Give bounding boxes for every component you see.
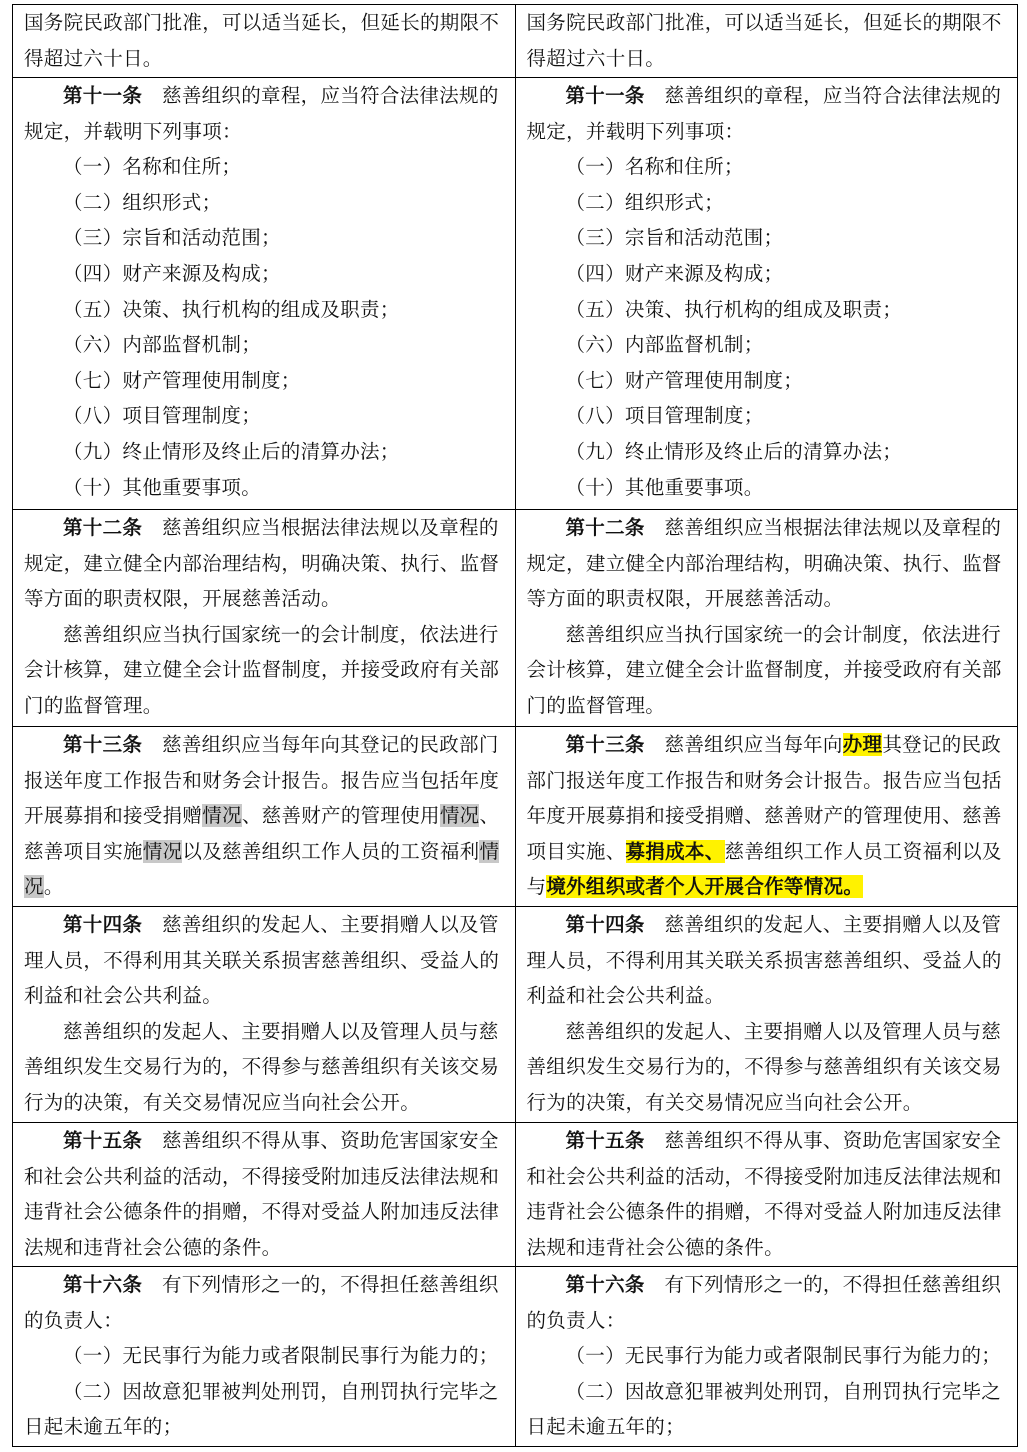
text-segment: 慈善组织应当每年向 — [664, 733, 843, 756]
table-row — [13, 78, 1018, 510]
list-item: （七）财产管理使用制度； — [63, 368, 301, 392]
article-text: 有下列情形之一的，不得担任慈善组织的负责人： — [24, 1273, 499, 1332]
list-item: （三）宗旨和活动范围； — [63, 226, 281, 250]
list-item: （九）终止情形及终止后的清算办法； — [565, 439, 903, 463]
article-paragraph — [24, 1267, 505, 1338]
left-cell — [13, 727, 516, 907]
list-item: （八）项目管理制度； — [63, 404, 262, 428]
list-item: （一）无民事行为能力或者限制民事行为能力的； — [565, 1344, 1002, 1368]
law-comparison-table — [12, 4, 1018, 1447]
gray-highlight: 情况 — [142, 839, 183, 863]
text-segment: 慈善组织工作人员工资福利以及与 — [526, 839, 1002, 899]
list-item: （二）因故意犯罪被判处刑罚，自刑罚执行完毕之日起未逾五年的； — [24, 1379, 499, 1439]
list-item: （十）其他重要事项。 — [63, 475, 262, 499]
table-row — [13, 727, 1018, 907]
right-cell — [515, 1123, 1018, 1267]
paragraph: 慈善组织的发起人、主要捐赠人以及管理人员与慈善组织发生交易行为的，不得参与慈善组织有关该交易行为的决策，有关交易情况应当向社会公开。 — [24, 1019, 500, 1114]
left-cell — [13, 5, 516, 78]
right-cell — [515, 5, 1018, 78]
article-paragraph — [24, 1123, 505, 1265]
text-segment: 、慈善财产的管理使用 — [241, 804, 440, 828]
list-item: （五）决策、执行机构的组成及职责； — [63, 297, 400, 321]
text-segment: 以及慈善组织工作人员的工资福利 — [182, 839, 480, 863]
article-title: 第十六条 — [565, 1273, 645, 1296]
gray-highlight: 情况 — [24, 839, 500, 899]
list-item: （七）财产管理使用制度； — [565, 368, 804, 392]
article-paragraph — [527, 510, 1008, 617]
yellow-highlight: 境外组织或者个人开展合作等情况。 — [546, 875, 864, 899]
article-title: 第十四条 — [565, 913, 645, 936]
list-item: （五）决策、执行机构的组成及职责； — [565, 297, 903, 321]
article-paragraph — [527, 78, 1008, 149]
list-item: （二）组织形式； — [63, 190, 222, 214]
article-text: 慈善组织应当根据法律法规以及章程的规定，建立健全内部治理结构，明确决策、执行、监督等方面的职责权限，开展慈善活动。 — [526, 516, 1002, 611]
article-text: 慈善组织的章程，应当符合法律法规的规定，并载明下列事项： — [24, 84, 499, 143]
article-text: 慈善组织不得从事、资助危害国家安全和社会公共利益的活动，不得接受附加违反法律法规和违背社会公德条件的捐赠，不得对受益人附加违反法律法规和违背社会公德的条件。 — [526, 1129, 1002, 1259]
article-title: 第十三条 — [565, 733, 645, 756]
list-item: （十）其他重要事项。 — [565, 475, 764, 499]
right-cell — [515, 727, 1018, 907]
left-cell — [13, 78, 516, 510]
gray-highlight: 情况 — [202, 804, 242, 828]
list-item: （八）项目管理制度； — [565, 404, 764, 428]
article-text: 慈善组织的发起人、主要捐赠人以及管理人员，不得利用其关联关系损害慈善组织、受益人的利益和社会公共利益。 — [24, 913, 500, 1008]
article-text: 慈善组织不得从事、资助危害国家安全和社会公共利益的活动，不得接受附加违反法律法规和违背社会公德条件的捐赠，不得对受益人附加违反法律法规和违背社会公德的条件。 — [24, 1129, 500, 1259]
article-text: 慈善组织的章程，应当符合法律法规的规定，并载明下列事项： — [526, 84, 1002, 143]
article-paragraph — [527, 907, 1008, 1014]
table-row — [13, 907, 1018, 1123]
text-segment: 其登记的民政部门报送年度工作报告和财务会计报告。报告应当包括年度开展募捐和接受捐赠、慈善财产的管理使用、慈善项目实施、 — [526, 733, 1002, 863]
article-paragraph — [527, 727, 1008, 905]
right-cell — [515, 78, 1018, 510]
text-segment: 慈善组织应当每年向其登记的民政部门报送年度工作报告和财务会计报告。报告应当包括年度开展募捐和接受捐赠 — [24, 733, 500, 828]
article-paragraph — [24, 78, 505, 149]
article-paragraph — [24, 907, 505, 1014]
article-text: 慈善组织应当根据法律法规以及章程的规定，建立健全内部治理结构，明确决策、执行、监督等方面的职责权限，开展慈善活动。 — [24, 516, 500, 611]
article-paragraph — [527, 1267, 1008, 1338]
list-item: （一）名称和住所； — [565, 155, 744, 179]
left-cell — [13, 510, 516, 727]
paragraph: 慈善组织应当执行国家统一的会计制度，依法进行会计核算，建立健全会计监督制度，并接受政府有关部门的监督管理。 — [526, 622, 1002, 717]
article-paragraph — [527, 1123, 1008, 1265]
article-text: 有下列情形之一的，不得担任慈善组织的负责人： — [526, 1273, 1002, 1332]
table-row — [13, 5, 1018, 78]
list-item: （二）因故意犯罪被判处刑罚，自刑罚执行完毕之日起未逾五年的； — [526, 1379, 1002, 1439]
left-cell — [13, 907, 516, 1123]
article-title: 第十一条 — [565, 84, 645, 107]
article-paragraph — [24, 727, 505, 905]
table-row — [13, 510, 1018, 727]
paragraph: 慈善组织应当执行国家统一的会计制度，依法进行会计核算，建立健全会计监督制度，并接受政府有关部门的监督管理。 — [24, 622, 500, 717]
right-cell — [515, 510, 1018, 727]
yellow-highlight: 募捐成本、 — [625, 839, 725, 863]
article-title: 第十一条 — [63, 84, 143, 107]
list-item: （一）名称和住所； — [63, 155, 242, 179]
list-item: （六）内部监督机制； — [565, 333, 764, 357]
gray-highlight: 情况 — [439, 804, 480, 828]
article-title: 第十二条 — [63, 516, 143, 539]
article-text: 慈善组织的发起人、主要捐赠人以及管理人员，不得利用其关联关系损害慈善组织、受益人的利益和社会公共利益。 — [526, 913, 1002, 1008]
list-item: （二）组织形式； — [565, 190, 724, 214]
list-item: （一）无民事行为能力或者限制民事行为能力的； — [63, 1344, 499, 1368]
list-item: （四）财产来源及构成； — [63, 261, 281, 285]
left-cell — [13, 1123, 516, 1267]
text-segment: 、慈善项目实施 — [24, 804, 500, 863]
article-paragraph — [24, 510, 505, 617]
article-title: 第十六条 — [63, 1273, 143, 1296]
right-cell — [515, 907, 1018, 1123]
table-row — [13, 1267, 1018, 1447]
list-item: （三）宗旨和活动范围； — [565, 226, 784, 250]
paragraph: 国务院民政部门批准，可以适当延长，但延长的期限不得超过六十日。 — [526, 11, 1002, 70]
paragraph: 国务院民政部门批准，可以适当延长，但延长的期限不得超过六十日。 — [24, 11, 500, 70]
text-segment: 。 — [43, 875, 64, 899]
paragraph: 慈善组织的发起人、主要捐赠人以及管理人员与慈善组织发生交易行为的，不得参与慈善组织有关该交易行为的决策，有关交易情况应当向社会公开。 — [526, 1019, 1002, 1114]
article-title: 第十四条 — [63, 913, 143, 936]
table-row — [13, 1123, 1018, 1267]
article-title: 第十三条 — [63, 733, 143, 756]
list-item: （六）内部监督机制； — [63, 333, 262, 357]
article-title: 第十二条 — [565, 516, 645, 539]
article-title: 第十五条 — [63, 1129, 143, 1152]
left-cell — [13, 1267, 516, 1447]
list-item: （四）财产来源及构成； — [565, 261, 784, 285]
article-title: 第十五条 — [565, 1129, 645, 1152]
list-item: （九）终止情形及终止后的清算办法； — [63, 439, 400, 463]
yellow-highlight: 办理 — [842, 733, 883, 756]
right-cell — [515, 1267, 1018, 1447]
